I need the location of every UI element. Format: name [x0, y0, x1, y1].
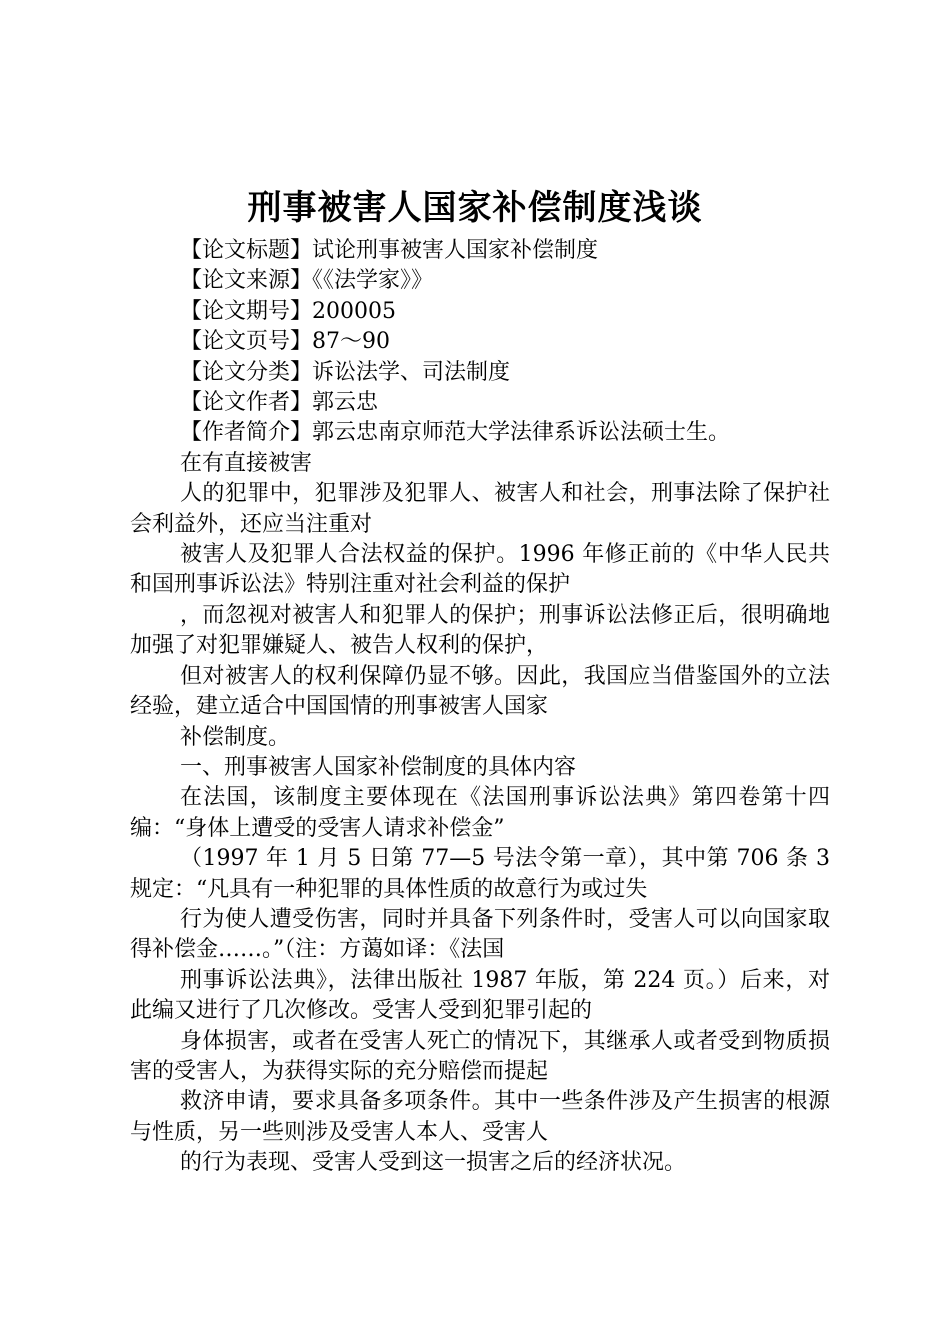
meta-page-range: 【论文页号】87～90 [180, 329, 390, 355]
document-body [130, 236, 830, 1179]
paragraph: 但对被害人的权利保障仍显不够。因此，我国应当借鉴国外的立法经验，建立适合中国国情的刑事被害人国家 [130, 663, 830, 720]
meta-paper-source: 【论文来源】《《法学家》》 [180, 268, 434, 294]
paragraph: 在有直接被害 [180, 450, 313, 476]
meta-author-bio: 【作者简介】郭云忠南京师范大学法律系诉讼法硕士生。 [180, 420, 731, 446]
paragraph: 的行为表现、受害人受到这一损害之后的经济状况。 [180, 1150, 687, 1176]
paragraph: 补偿制度。 [180, 724, 291, 750]
document-title: 刑事被害人国家补偿制度浅谈 [247, 188, 703, 228]
meta-issue-number: 【论文期号】200005 [180, 298, 396, 324]
paragraph: 被害人及犯罪人合法权益的保护。1996 年修正前的《中华人民共和国刑事诉讼法》特别注重对社会利益的保护 [130, 542, 830, 598]
meta-author: 【论文作者】郭云忠 [180, 390, 379, 416]
paragraph: ，而忽视对被害人和犯罪人的保护；刑事诉讼法修正后，很明确地加强了对犯罪嫌疑人、被告人权利的保护， [130, 602, 830, 659]
article-text [130, 449, 830, 1179]
section-heading: 一、刑事被害人国家补偿制度的具体内容 [180, 754, 577, 780]
paragraph: 刑事诉讼法典》，法律出版社 1987 年版，第 224 页。）后来，对此编又进行了几次修改。受害人受到犯罪引起的 [130, 967, 830, 1024]
paragraph: 行为使人遭受伤害，同时并具备下列条件时，受害人可以向国家取得补偿金……。”（注：方蔼如译：《法国 [130, 906, 830, 963]
paragraph: 人的犯罪中，犯罪涉及犯罪人、被害人和社会，刑事法除了保护社会利益外，还应当注重对 [130, 481, 830, 537]
meta-paper-title: 【论文标题】试论刑事被害人国家补偿制度 [180, 238, 599, 263]
paragraph: 救济申请，要求具备多项条件。其中一些条件涉及产生损害的根源与性质，另一些则涉及受害人本人、受害人 [130, 1089, 830, 1145]
paragraph: （1997 年 1 月 5 日第 77—5 号法令第一章），其中第 706 条 3 规定：“凡具有一种犯罪的具体性质的故意行为或过失 [130, 846, 830, 902]
meta-category: 【论文分类】诉讼法学、司法制度 [180, 359, 511, 385]
metadata-block [130, 236, 830, 449]
paragraph: 身体损害，或者在受害人死亡的情况下，其继承人或者受到物质损害的受害人，为获得实际的充分赔偿而提起 [130, 1028, 830, 1084]
paragraph: 在法国，该制度主要体现在《法国刑事诉讼法典》第四卷第十四编：“身体上遭受的受害人请求补偿金” [130, 785, 830, 841]
